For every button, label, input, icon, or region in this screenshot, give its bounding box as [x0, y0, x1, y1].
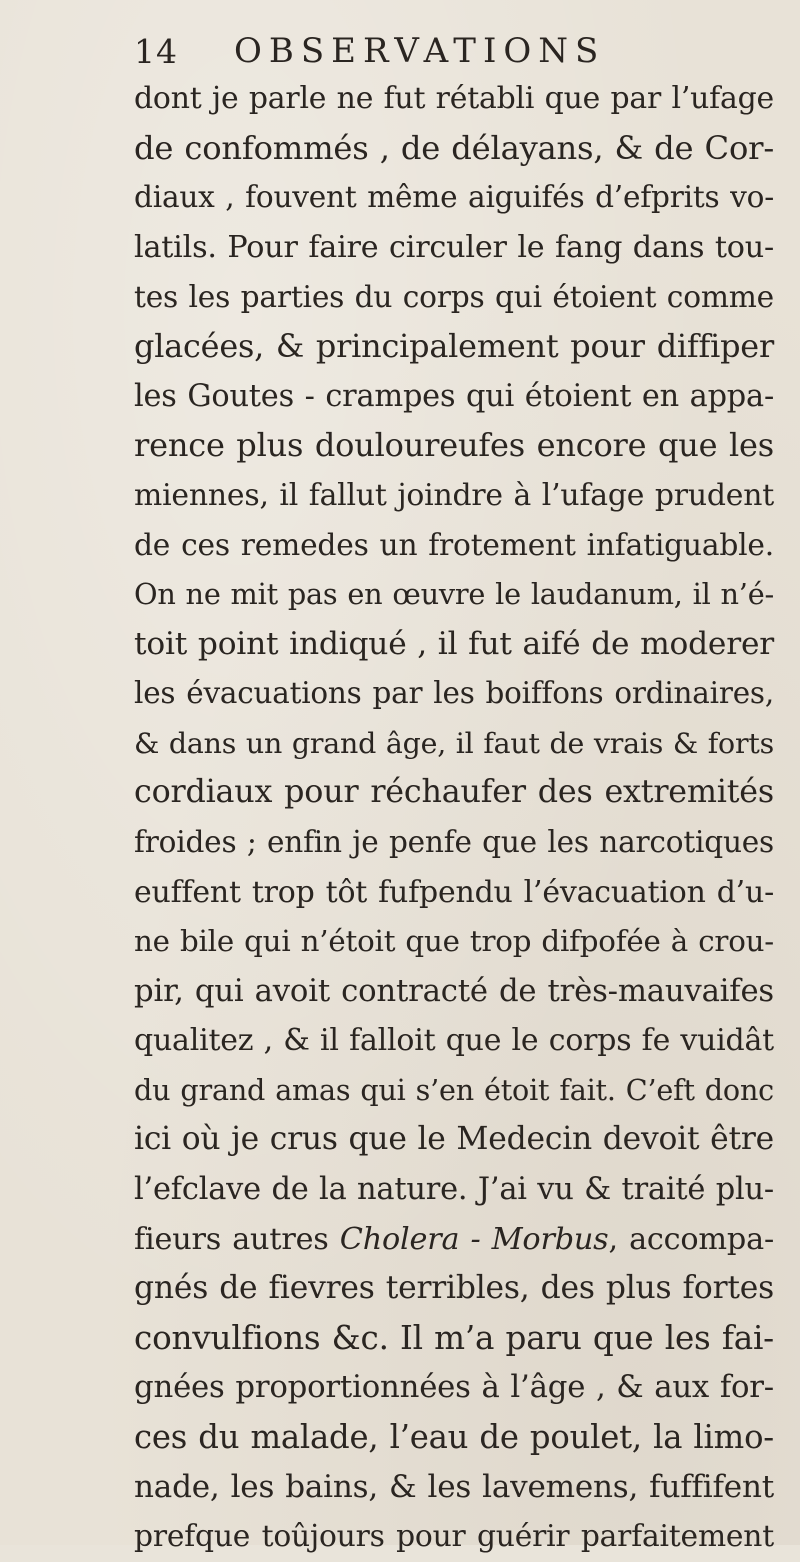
text-line: ici où je crus que le Medecin devoit être — [134, 1121, 774, 1158]
text-line: diaux , fouvent même aiguifés d’efprits vo- — [134, 180, 774, 215]
text-line: & dans un grand âge, il faut de vrais & forts — [134, 726, 774, 760]
text-segment: fieurs autres — [134, 1221, 340, 1257]
text-line: On ne mit pas en œuvre le laudanum, il n’é- — [134, 576, 774, 611]
text-line: pir, qui avoit contracté de très-mauvaifes — [134, 972, 774, 1009]
text-line: miennes, il fallut joindre à l’ufage prudent — [134, 477, 774, 513]
text-line: cordiaux pour réchaufer des extremités — [134, 774, 774, 811]
text-line: les évacuations par les boiffons ordinaires, — [134, 676, 774, 711]
page-number: 14 — [134, 32, 178, 71]
text-line: glacées, & principalement pour diffiper — [134, 326, 774, 365]
text-line: froides ; enfin je penfe que les narcotiques — [134, 824, 774, 859]
italic-term: Cholera - Morbus — [339, 1221, 609, 1257]
text-line: les Goutes - crampes qui étoient en appa- — [134, 378, 774, 414]
running-title: OBSERVATIONS — [234, 31, 606, 71]
text-line: ces du malade, l’eau de poulet, la limo- — [134, 1418, 774, 1457]
text-line: ne bile qui n’étoit que trop difpofée à crou- — [134, 924, 774, 959]
text-line: latils. Pour faire circuler le fang dans tou- — [134, 229, 774, 265]
text-line: euffent trop tôt fufpendu l’évacuation d’u- — [134, 874, 774, 910]
text-line: rence plus douloureufes encore que les — [134, 426, 774, 465]
page-header — [134, 12, 734, 71]
text-line: convulfions &c. Il m’a paru que les fai- — [134, 1318, 774, 1357]
text-line: gnées proportionnées à l’âge , & aux for- — [134, 1369, 774, 1406]
text-line: toit point indiqué , il fut aifé de moderer — [134, 625, 774, 662]
text-line: nade, les bains, & les lavemens, fuffifent — [134, 1468, 774, 1505]
text-line-with-italic — [134, 1215, 774, 1265]
text-line: gnés de fievres terribles, des plus fortes — [134, 1270, 774, 1307]
text-line: de confommés , de délayans, & de Cor- — [134, 128, 774, 167]
text-line: l’efclave de la nature. J’ai vu & traité plu- — [134, 1172, 774, 1208]
body-text — [134, 74, 774, 1562]
text-line: du grand amas qui s’en étoit fait. C’eft donc — [134, 1072, 774, 1107]
text-line: qualitez , & il falloit que le corps fe vuidât — [134, 1023, 774, 1059]
text-line: prefque toûjours pour guérir parfaitement — [134, 1519, 774, 1555]
text-line: tes les parties du corps qui étoient comme — [134, 279, 774, 315]
text-line: de ces remedes un frotement infatiguable. — [134, 527, 774, 563]
text-segment: , accompa- — [608, 1221, 774, 1257]
text-line: dont je parle ne fut rétabli que par l’ufage — [134, 81, 774, 116]
